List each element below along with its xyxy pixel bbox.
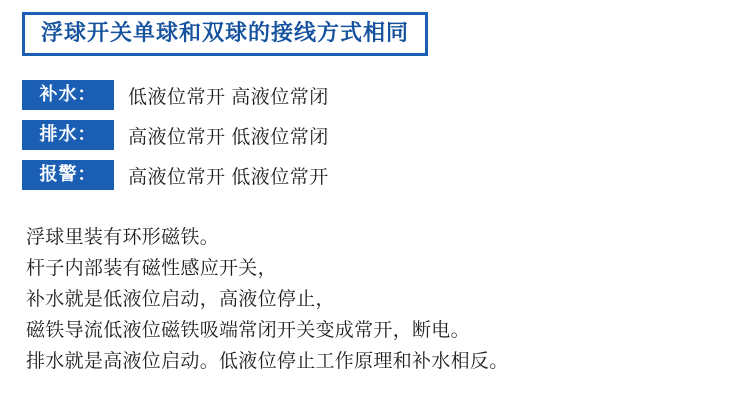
paragraph-line: 排水就是高液位启动。低液位停止工作原理和补水相反。 (26, 351, 509, 372)
title-box (22, 12, 428, 56)
list-item (22, 160, 722, 190)
label-rows (22, 80, 722, 200)
list-item (22, 120, 722, 150)
status-badge: 补水： (22, 80, 114, 110)
paragraph-line: 磁铁导流低液位磁铁吸端常闭开关变成常开，断电。 (26, 320, 470, 341)
status-badge: 排水： (22, 120, 114, 150)
list-item-text: 高液位常开 低液位常开 (128, 166, 329, 188)
list-item-text: 高液位常开 低液位常闭 (128, 126, 329, 148)
list-item (22, 80, 722, 110)
paragraph-line: 补水就是低液位启动，高液位停止， (26, 289, 335, 310)
description-paragraph (26, 222, 726, 377)
paragraph-line: 浮球里装有环形磁铁。 (26, 227, 220, 248)
paragraph-line: 杆子内部装有磁性感应开关， (26, 258, 277, 279)
page-title: 浮球开关单球和双球的接线方式相同 (41, 20, 410, 45)
status-badge: 报警： (22, 160, 114, 190)
list-item-text: 低液位常开 高液位常闭 (128, 86, 329, 108)
